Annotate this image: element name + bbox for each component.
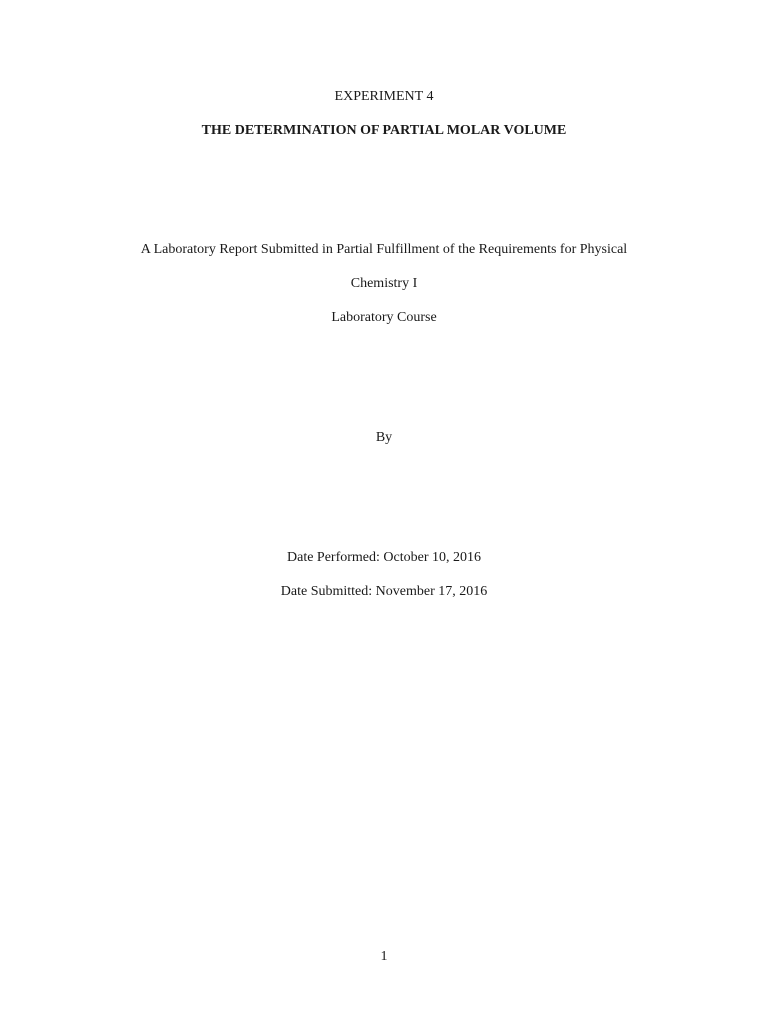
date-performed: Date Performed: October 10, 2016 (287, 550, 481, 565)
submission-statement-line-1: A Laboratory Report Submitted in Partial Fulfillment of the Requirements for Physical (140, 242, 628, 257)
report-title: THE DETERMINATION OF PARTIAL MOLAR VOLUME (201, 123, 567, 138)
page-number: 1 (380, 949, 388, 964)
by-label: By (375, 430, 393, 445)
submission-statement-line-2: Chemistry I (350, 276, 418, 291)
experiment-label: EXPERIMENT 4 (334, 89, 434, 104)
submission-statement-line-3: Laboratory Course (331, 310, 437, 325)
date-submitted: Date Submitted: November 17, 2016 (280, 584, 488, 599)
